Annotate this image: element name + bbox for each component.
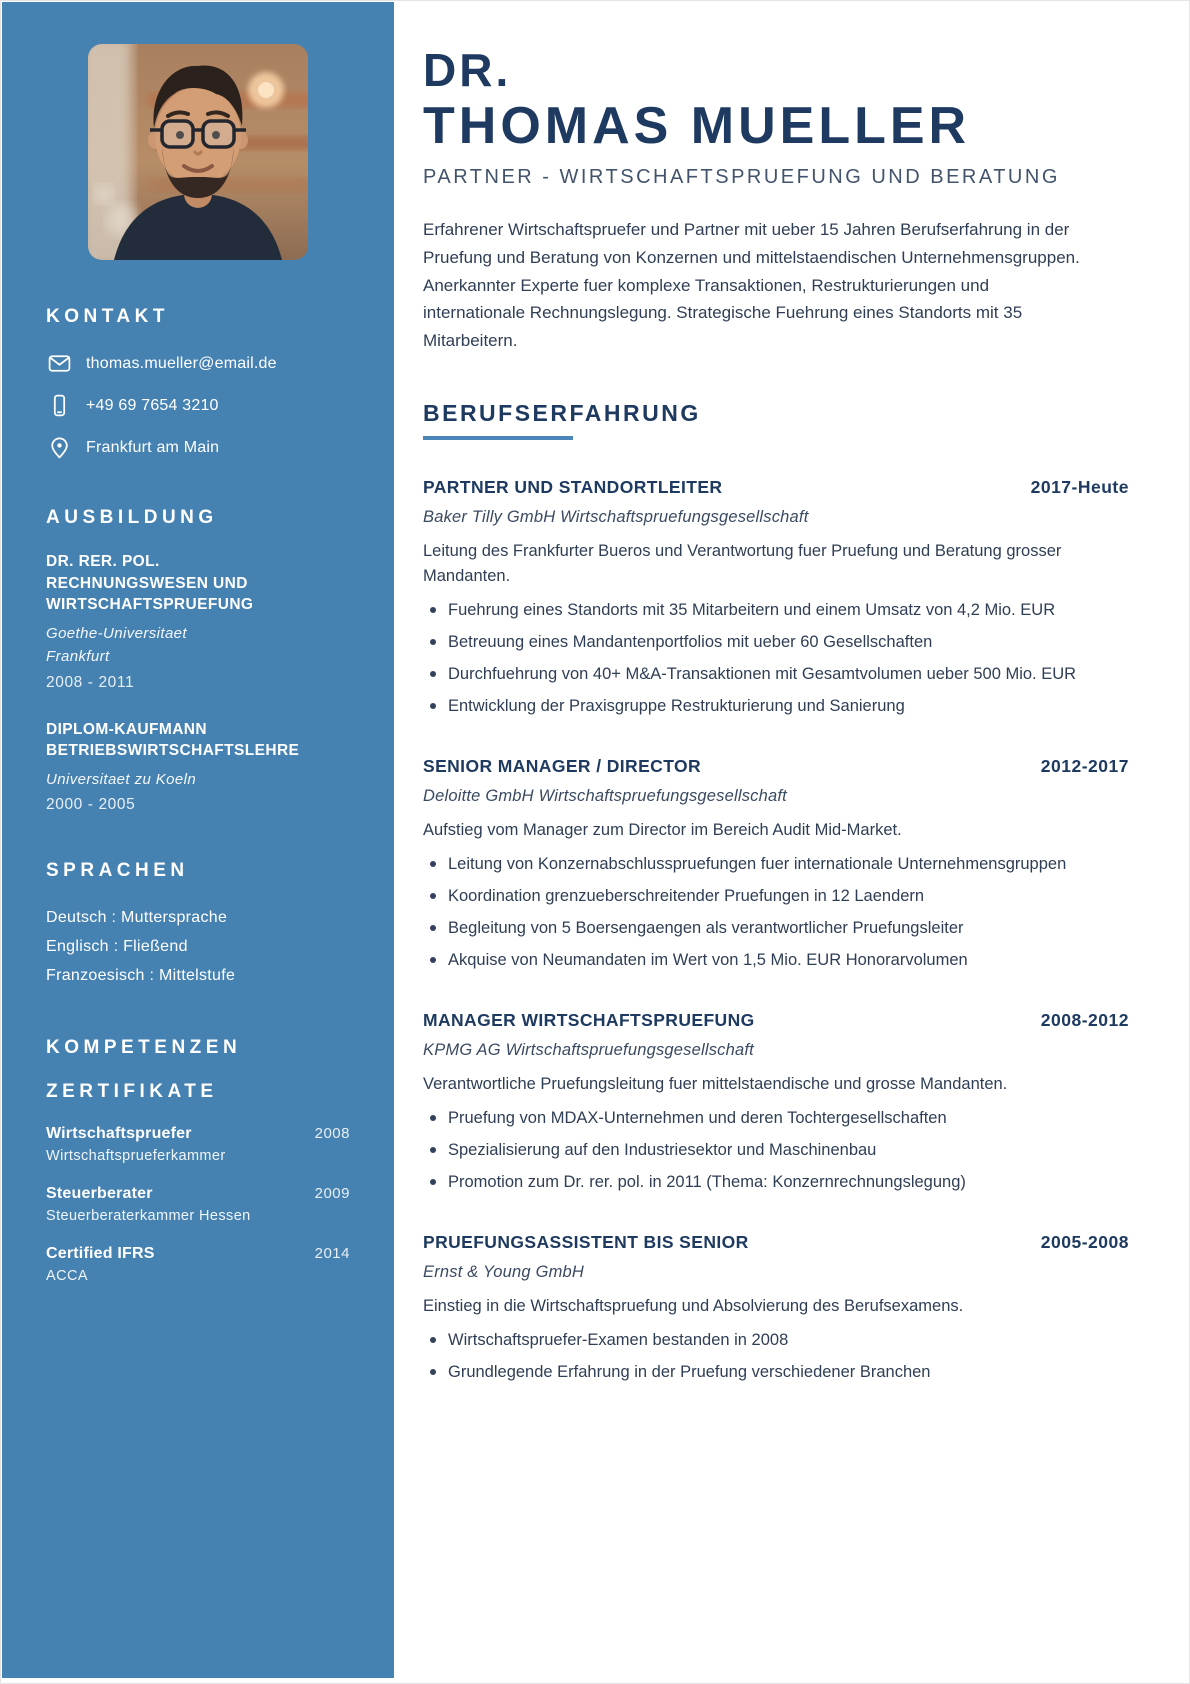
education-heading: AUSBILDUNG (46, 507, 218, 528)
bullet-dot-icon (430, 639, 436, 645)
job-description: Einstieg in die Wirtschaftspruefung und Absolvierung des Berufsexamens. (423, 1296, 964, 1315)
certificate-name: Wirtschaftspruefer (46, 1124, 192, 1142)
job-bullet-list (423, 852, 1129, 973)
bullet-dot-icon (430, 1115, 436, 1121)
education-school: Universitaet zu Koeln (46, 770, 197, 788)
bullet-dot-icon (430, 1337, 436, 1343)
job-description: Verantwortliche Pruefungsleitung fuer mittelstaendische und grosse Mandanten. (423, 1075, 1008, 1093)
experience-bullet: Durchfuehrung von 40+ M&A-Transaktionen mit Gesamtvolumen ueber 500 Mio. EUR (423, 662, 1128, 687)
education-years: 2008 - 2011 (46, 673, 135, 691)
bullet-dot-icon (430, 925, 436, 931)
bullet-dot-icon (430, 1369, 436, 1375)
job-bullet-list (423, 1106, 1129, 1195)
portrait-illustration (88, 44, 308, 260)
competencies-section (46, 1037, 350, 1059)
experience-bullet: Grundlegende Erfahrung in der Pruefung verschiedener Branchen (423, 1360, 1128, 1385)
experience-entry (423, 1010, 1129, 1195)
experience-bullet: Wirtschaftspruefer-Examen bestanden in 2008 (423, 1328, 1128, 1353)
job-title: MANAGER WIRTSCHAFTSPRUEFUNG (423, 1010, 755, 1030)
certificate-issuer: ACCA (46, 1267, 88, 1284)
page-title: THOMAS MUELLER (423, 96, 971, 155)
job-title: SENIOR MANAGER / DIRECTOR (423, 755, 702, 776)
bullet-dot-icon (430, 703, 436, 709)
certificate-year: 2008 (314, 1124, 350, 1142)
education-years: 2000 - 2005 (46, 796, 136, 814)
contact-location-text: Frankfurt am Main (86, 438, 220, 456)
job-company: KPMG AG Wirtschaftspruefungsgesellschaft (423, 1041, 754, 1059)
experience-bullet: Leitung von Konzernabschlusspruefungen fuer internationale Unternehmensgruppen (423, 852, 1128, 877)
language-item: Franzoesisch : Mittelstufe (46, 966, 236, 984)
competencies-heading: KOMPETENZEN (46, 1036, 242, 1058)
bullet-dot-icon (430, 893, 436, 899)
certificate-year: 2014 (314, 1244, 350, 1262)
certificate-year: 2009 (314, 1184, 350, 1202)
job-title: PRUEFUNGSASSISTENT BIS SENIOR (423, 1231, 749, 1252)
experience-bullet: Koordination grenzueberschreitender Pruefungen in 12 Laendern (423, 884, 1128, 909)
experience-entry (423, 756, 1129, 973)
job-title: PARTNER UND STANDORTLEITER (423, 477, 723, 498)
certificate-item (46, 1245, 350, 1284)
certificate-name: Steuerberater (46, 1184, 153, 1202)
job-period: 2017-Heute (1030, 477, 1129, 498)
certificate-name: Certified IFRS (46, 1244, 155, 1262)
contact-item-phone (46, 392, 350, 419)
experience-entry (423, 1232, 1129, 1385)
language-item: Englisch : Fließend (46, 937, 188, 955)
bullet-dot-icon (430, 861, 436, 867)
job-bullet-list (423, 598, 1129, 719)
job-role-subtitle: PARTNER - WIRTSCHAFTSPRUEFUNG UND BERATUNG (423, 165, 1060, 188)
job-company: Baker Tilly GmbH Wirtschaftspruefungsgesellschaft (423, 508, 809, 527)
experience-bullet: Promotion zum Dr. rer. pol. in 2011 (Thema: Konzernrechnungslegung) (423, 1170, 1128, 1195)
smartphone-icon (46, 392, 73, 419)
experience-bullet: Begleitung von 5 Boersengaengen als verantwortlicher Pruefungsleiter (423, 916, 1128, 941)
experience-bullet: Entwicklung der Praxisgruppe Restrukturierung und Sanierung (423, 694, 1128, 719)
education-section (46, 507, 350, 814)
experience-bullet: Spezialisierung auf den Industriesektor und Maschinenbau (423, 1138, 1128, 1163)
bullet-dot-icon (430, 607, 436, 613)
heading-accent-bar (423, 436, 573, 440)
job-company: Deloitte GmbH Wirtschaftspruefungsgesellschaft (423, 786, 787, 805)
education-degree: DIPLOM-KAUFMANN BETRIEBSWIRTSCHAFTSLEHRE (46, 720, 300, 760)
certificate-item (46, 1185, 350, 1224)
experience-heading: BERUFSERFAHRUNG (423, 400, 701, 427)
contact-email-text: thomas.mueller@email.de (86, 354, 277, 372)
name-prefix: DR. (423, 44, 512, 96)
job-description: Aufstieg vom Manager zum Director im Bereich Audit Mid-Market. (423, 820, 902, 839)
certificate-issuer: Wirtschaftsprueferkammer (46, 1147, 226, 1164)
contact-item-location (46, 434, 350, 461)
bullet-dot-icon (430, 1147, 436, 1153)
profile-summary: Erfahrener Wirtschaftspruefer und Partner mit ueber 15 Jahren Berufserfahrung in der Pruefung und Beratung von Konzernen und mittelstaendischen Unternehmensgruppen. Anerkannter Experte fuer komplexe Transaktionen, Restrukturierungen und internationale Rechnungslegung. Strategische Fuehrung eines Standorts mit 35 Mitarbeitern. (423, 219, 1080, 351)
languages-section (46, 860, 350, 990)
language-item: Deutsch : Muttersprache (46, 909, 228, 927)
experience-bullet: Akquise von Neumandaten im Wert von 1,5 Mio. EUR Honorarvolumen (423, 948, 1128, 973)
main-content (394, 1, 1189, 1683)
experience-bullet: Fuehrung eines Standorts mit 35 Mitarbeitern und einem Umsatz von 4,2 Mio. EUR (423, 598, 1128, 623)
location-pin-icon (46, 434, 73, 461)
job-description: Leitung des Frankfurter Bueros und Verantwortung fuer Pruefung und Beratung grosser Mandanten. (423, 542, 1062, 585)
experience-entry (423, 477, 1129, 719)
bullet-dot-icon (430, 957, 436, 963)
certificate-issuer: Steuerberaterkammer Hessen (46, 1207, 251, 1224)
job-company: Ernst & Young GmbH (423, 1262, 585, 1281)
bullet-dot-icon (430, 1179, 436, 1185)
education-item (46, 719, 314, 815)
education-degree: DR. RER. POL. RECHNUNGSWESEN UND WIRTSCHAFTSPRUEFUNG (46, 553, 254, 614)
mail-icon (46, 350, 73, 377)
education-item (46, 551, 314, 692)
contact-phone-text: +49 69 7654 3210 (86, 396, 219, 414)
sidebar (2, 2, 394, 1678)
experience-bullet: Betreuung eines Mandantenportfolios mit ueber 60 Gesellschaften (423, 630, 1128, 655)
job-bullet-list (423, 1328, 1129, 1385)
certificates-heading: ZERTIFIKATE (46, 1080, 218, 1102)
job-period: 2012-2017 (1040, 755, 1129, 776)
job-period: 2008-2012 (1040, 1010, 1129, 1030)
languages-heading: SPRACHEN (46, 860, 189, 882)
contact-heading: KONTAKT (46, 306, 169, 327)
bullet-dot-icon (430, 671, 436, 677)
profile-photo (88, 44, 308, 260)
job-period: 2005-2008 (1040, 1231, 1129, 1252)
certificates-section (46, 1081, 350, 1284)
experience-bullet: Pruefung von MDAX-Unternehmen und deren Tochtergesellschaften (423, 1106, 1128, 1131)
contact-item-email (46, 350, 350, 377)
contact-section (46, 306, 350, 461)
certificate-item (46, 1125, 350, 1164)
education-school: Goethe-Universitaet Frankfurt (46, 625, 187, 666)
